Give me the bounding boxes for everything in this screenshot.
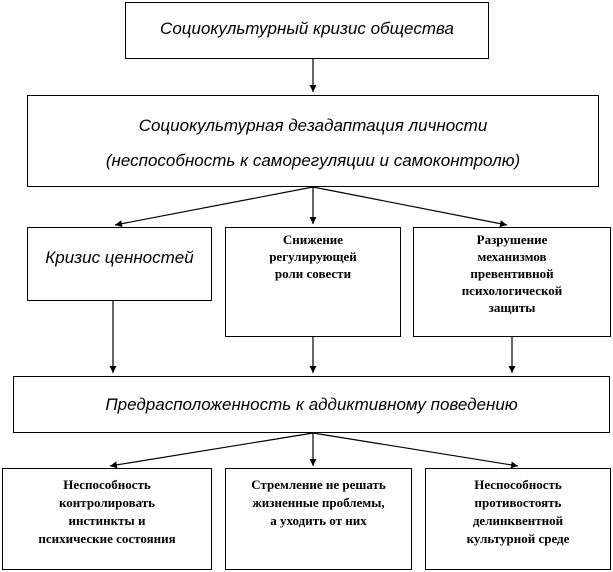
node-protection-line5: защиты [488,300,536,315]
node-protection-line4: психологической [461,283,563,298]
node-crisis-values-label: Кризис ценностей [45,248,194,267]
node-instincts-line1: Неспособность [63,477,151,492]
arrow-to-crisis-values [115,187,313,225]
node-top-label: Социокультурный кризис общества [160,19,454,38]
node-protection [413,227,611,337]
node-conscience-line3: роли совести [274,266,352,281]
arrow-to-instincts [110,433,313,466]
node-desadaptation-line1: Социокультурная дезадаптация личности [138,116,488,135]
node-predisposition-label: Предрасположенность к аддиктивному поведению [105,395,518,414]
node-conscience [225,227,401,337]
node-instincts-line3: инстинкты и [68,513,146,528]
node-resist-line3: делинквентной [472,513,564,528]
arrow-to-resist [313,433,518,466]
node-instincts-line2: контролировать [58,495,156,510]
node-resist [425,468,611,570]
node-avoid-line2: жизненные проблемы, [252,495,385,510]
node-predisposition [13,376,610,433]
node-crisis-values [27,227,212,301]
node-protection-line3: превентивной [470,266,554,281]
node-avoid-line3: а уходить от них [270,513,367,528]
node-protection-line2: механизмов [477,249,547,264]
node-conscience-line2: регулирующей [269,249,357,264]
node-resist-line4: культурной среде [466,531,570,546]
node-desadaptation-line2: (неспособность к саморегуляции и самоконтролю) [105,151,521,170]
node-instincts [2,468,212,570]
node-top [125,2,489,59]
node-protection-line1: Разрушение [476,232,548,247]
node-avoid [225,468,412,570]
node-instincts-line4: психические состояния [38,531,176,546]
node-avoid-line1: Стремление не решать [251,477,386,492]
node-resist-line2: противостоять [474,495,562,510]
arrow-to-protection [313,187,507,225]
node-resist-line1: Неспособность [474,477,562,492]
node-desadaptation [27,95,599,187]
node-conscience-line1: Снижение [282,232,344,247]
